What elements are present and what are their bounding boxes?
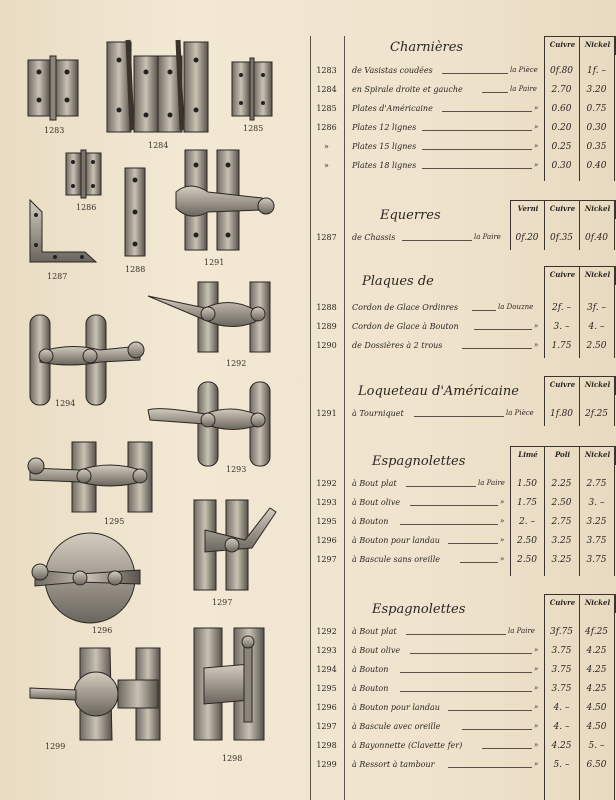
price-value: 2.50	[516, 555, 538, 565]
unit: »	[534, 646, 539, 654]
price-row	[310, 119, 616, 138]
leader-line	[474, 329, 532, 330]
hinge-1283-drawing	[28, 56, 78, 120]
unit: »	[500, 517, 505, 525]
price-value: 3. –	[588, 498, 605, 508]
price-value: 1.50	[516, 479, 538, 489]
price-row	[310, 680, 616, 699]
figure-number: 1283	[44, 126, 65, 135]
item-description: en Spirale droite et gauche	[352, 85, 463, 94]
leader-line	[414, 416, 504, 417]
espagnolette-1292-drawing	[148, 282, 270, 352]
price-value: 3.25	[551, 536, 572, 546]
unit: »	[534, 760, 539, 768]
price-row	[310, 299, 616, 318]
unit: »	[534, 722, 539, 730]
price-value: 2f. –	[552, 303, 571, 313]
price-value: 4.25	[586, 665, 607, 675]
leader-line	[460, 562, 498, 563]
figure-number: 1286	[76, 203, 97, 212]
ref-number: 1295	[316, 517, 337, 526]
column-header: Nickel	[584, 450, 611, 459]
price-value: 0f.20	[515, 233, 539, 243]
ref-number: 1292	[316, 627, 337, 636]
item-description: Cordon de Glace à Bouton	[352, 322, 459, 331]
price-row	[310, 642, 616, 661]
price-row	[310, 551, 616, 570]
espagnolette-1296-drawing	[32, 533, 140, 623]
unit: la Paire	[508, 627, 535, 635]
unit: »	[534, 142, 539, 150]
column-header: Cuivre	[549, 270, 576, 279]
item-description: à Bout olive	[352, 498, 401, 507]
unit: »	[534, 665, 539, 673]
item-description: à Bouton	[352, 517, 389, 526]
espagnolette-1293-drawing	[148, 382, 270, 466]
leader-line	[442, 73, 508, 74]
unit: »	[500, 555, 505, 563]
price-row	[310, 100, 616, 119]
price-row	[310, 157, 616, 176]
figure-number: 1296	[92, 626, 113, 635]
unit: »	[534, 322, 539, 330]
item-description: Plates 18 lignes	[352, 161, 417, 170]
figure-number: 1285	[243, 124, 264, 133]
column-header: Poli	[554, 450, 571, 459]
leader-line	[462, 348, 532, 349]
figure-number: 1299	[45, 742, 66, 751]
item-description: à Bout plat	[352, 627, 397, 636]
ref-number: 1295	[316, 684, 337, 693]
price-row	[310, 138, 616, 157]
item-description: à Bayonnette (Clavette fer)	[352, 741, 463, 750]
column-header: Nickel	[584, 380, 611, 389]
item-description: de Vasistas coudées	[352, 66, 433, 75]
price-header	[510, 446, 616, 465]
ref-number: 1298	[316, 741, 337, 750]
section-charnieres	[310, 36, 616, 186]
price-header	[544, 376, 616, 395]
price-header	[510, 200, 616, 219]
price-value: 4f.25	[584, 627, 609, 637]
figure-number: 1294	[55, 399, 76, 408]
price-row	[310, 661, 616, 680]
leader-line	[448, 710, 532, 711]
leader-line	[482, 92, 508, 93]
unit: »	[534, 123, 539, 131]
price-value: 3.75	[586, 536, 607, 546]
leader-line	[442, 111, 532, 112]
price-header	[544, 36, 616, 55]
price-value: 0f.40	[584, 233, 609, 243]
unit: la Paire	[510, 85, 537, 93]
price-row	[310, 699, 616, 718]
price-value: 1f.80	[549, 409, 574, 419]
price-value: 0.35	[586, 142, 607, 152]
illustrations-column	[0, 0, 300, 800]
price-value: 0f.35	[549, 233, 574, 243]
price-value: 1.75	[516, 498, 538, 508]
price-header	[544, 594, 616, 613]
column-header: Cuivre	[549, 380, 576, 389]
leader-line	[400, 672, 532, 673]
leader-line	[482, 748, 532, 749]
price-value: 3.20	[586, 85, 607, 95]
price-value: 0.60	[551, 104, 572, 114]
ref-number: 1296	[316, 703, 337, 712]
item-description: à Bouton pour landau	[352, 703, 440, 712]
ref-number: 1297	[316, 555, 337, 564]
leader-line	[448, 767, 532, 768]
price-row	[310, 475, 616, 494]
price-value: 2.75	[551, 517, 572, 527]
column-header: Cuivre	[549, 204, 576, 213]
price-value: 0.25	[551, 142, 572, 152]
price-value: 0f.80	[549, 66, 574, 76]
item-description: à Bout plat	[352, 479, 397, 488]
leader-line	[406, 486, 476, 487]
ref-number: 1283	[316, 66, 337, 75]
item-description: de Chassis	[352, 233, 396, 242]
hardware-illustrations	[0, 0, 300, 800]
price-value: 0.40	[586, 161, 607, 171]
price-value: 4.25	[551, 741, 572, 751]
espagnolette-1298-drawing	[194, 628, 264, 740]
price-value: 4.25	[586, 684, 607, 694]
figure-number: 1295	[104, 517, 125, 526]
price-row	[310, 532, 616, 551]
leader-line	[400, 691, 532, 692]
section-loqueteau	[310, 376, 616, 431]
price-value: 1f. –	[587, 66, 606, 76]
item-description: à Bout olive	[352, 646, 401, 655]
section-equerres	[310, 200, 616, 255]
hinge-1285-drawing	[232, 58, 272, 120]
column-header: Nickel	[584, 40, 611, 49]
price-header	[544, 266, 616, 285]
unit: la Paire	[478, 479, 505, 487]
price-value: 2.50	[551, 498, 572, 508]
price-value: 0.30	[551, 161, 572, 171]
unit: »	[534, 684, 539, 692]
unit: la Douzne	[498, 303, 534, 311]
ref-number: 1290	[316, 341, 337, 350]
price-value: 6.50	[586, 760, 607, 770]
column-header: Nickel	[584, 598, 611, 607]
ref-number: 1286	[316, 123, 337, 132]
section-espagnolettes-2	[310, 594, 616, 800]
price-value: 3f. –	[587, 303, 606, 313]
figure-number: 1293	[226, 465, 247, 474]
price-value: 3.75	[551, 646, 572, 656]
price-value: 3.75	[586, 555, 607, 565]
leader-line	[422, 149, 532, 150]
ref-number: 1291	[316, 409, 337, 418]
ref-number: 1299	[316, 760, 337, 769]
price-value: 4.25	[586, 646, 607, 656]
item-description: à Bouton pour landau	[352, 536, 440, 545]
section-title: Charnières	[390, 40, 464, 55]
item-description: à Bascule sans oreille	[352, 555, 440, 564]
price-row	[310, 318, 616, 337]
price-value: 0.30	[586, 123, 607, 133]
unit: »	[534, 741, 539, 749]
section-title: Loqueteau d'Américaine	[358, 384, 519, 399]
price-value: 2.50	[516, 536, 538, 546]
price-value: 4.50	[586, 722, 607, 732]
section-plaques	[310, 266, 616, 361]
hinge-1286-drawing	[66, 150, 101, 198]
leader-line	[410, 653, 532, 654]
price-value: 3.25	[586, 517, 607, 527]
unit: »	[534, 341, 539, 349]
ref-number: 1287	[316, 233, 337, 242]
leader-line	[472, 310, 496, 311]
price-row	[310, 756, 616, 775]
price-value: 3f.75	[549, 627, 574, 637]
figure-number: 1284	[148, 141, 169, 150]
ref-number: »	[324, 142, 329, 151]
price-value: 1.75	[551, 341, 572, 351]
price-value: 3. –	[553, 322, 570, 332]
column-header: Nickel	[584, 270, 611, 279]
price-row	[310, 718, 616, 737]
leader-line	[462, 729, 532, 730]
figure-number: 1292	[226, 359, 247, 368]
price-value: 4.50	[586, 703, 607, 713]
price-value: 4. –	[553, 703, 570, 713]
espagnolette-1297-drawing	[194, 500, 276, 590]
unit: »	[534, 161, 539, 169]
column-header: Nickel	[584, 204, 611, 213]
plate-1288-drawing	[125, 168, 145, 256]
column-header: Verni	[517, 204, 539, 213]
figure-number: 1287	[47, 272, 68, 281]
column-header: Limé	[518, 450, 538, 459]
price-value: 2.75	[586, 479, 607, 489]
figure-number: 1298	[222, 754, 243, 763]
price-value: 3.75	[551, 665, 572, 675]
item-description: à Tourniquet	[352, 409, 404, 418]
price-row	[310, 494, 616, 513]
column-header: Cuivre	[549, 40, 576, 49]
leader-line	[406, 634, 506, 635]
price-value: 3.25	[551, 555, 572, 565]
item-description: de Dossières à 2 trous	[352, 341, 443, 350]
price-value: 2. –	[519, 517, 535, 527]
section-title: Espagnolettes	[372, 602, 466, 617]
leader-line	[422, 168, 532, 169]
price-value: 0.20	[551, 123, 572, 133]
ref-number: 1288	[316, 303, 337, 312]
espagnolette-1295-drawing	[28, 442, 152, 512]
figure-number: 1297	[212, 598, 233, 607]
unit: »	[500, 498, 505, 506]
unit: la Pièce	[506, 409, 534, 417]
price-value: 5. –	[553, 760, 570, 770]
ref-number: 1297	[316, 722, 337, 731]
latch-1291-drawing	[176, 150, 274, 250]
figure-number: 1291	[204, 258, 225, 267]
price-row	[310, 229, 616, 248]
unit: la Pièce	[510, 66, 538, 74]
section-title: Plaques de	[362, 274, 434, 289]
espagnolette-1294-drawing	[30, 315, 144, 405]
leader-line	[410, 505, 498, 506]
hinge-1284-drawing	[107, 40, 208, 132]
price-row	[310, 405, 616, 424]
price-row	[310, 62, 616, 81]
column-header: Cuivre	[549, 598, 576, 607]
price-value: 4. –	[588, 322, 605, 332]
ref-number: 1294	[316, 665, 337, 674]
leader-line	[448, 543, 498, 544]
leader-line	[400, 524, 498, 525]
price-value: 2.25	[551, 479, 572, 489]
price-row	[310, 81, 616, 100]
espagnolette-1299-drawing	[30, 648, 160, 740]
price-row	[310, 337, 616, 356]
item-description: Plates 12 lignes	[352, 123, 417, 132]
price-value: 4. –	[553, 722, 570, 732]
unit: »	[500, 536, 505, 544]
price-value: 2.50	[586, 341, 607, 351]
price-value: 3.75	[551, 684, 572, 694]
item-description: à Ressort à tambour	[352, 760, 435, 769]
item-description: à Bascule avec oreille	[352, 722, 441, 731]
item-description: Cordon de Glace Ordinres	[352, 303, 459, 312]
leader-line	[422, 130, 532, 131]
item-description: à Bouton	[352, 665, 389, 674]
ref-number: 1289	[316, 322, 337, 331]
price-row	[310, 513, 616, 532]
ref-number: 1284	[316, 85, 337, 94]
section-title: Espagnolettes	[372, 454, 466, 469]
price-value: 2.70	[551, 85, 572, 95]
unit: »	[534, 104, 539, 112]
price-value: 2f.25	[584, 409, 609, 419]
ref-number: 1293	[316, 498, 337, 507]
ref-number: 1285	[316, 104, 337, 113]
price-value: 5. –	[588, 741, 605, 751]
price-row	[310, 623, 616, 642]
section-espagnolettes-1	[310, 446, 616, 581]
price-value: 0.75	[586, 104, 607, 114]
price-row	[310, 737, 616, 756]
item-description: Plates d'Américaine	[352, 104, 433, 113]
ref-number: 1292	[316, 479, 337, 488]
ref-number: 1293	[316, 646, 337, 655]
unit: la Paire	[474, 233, 501, 241]
ref-number: 1296	[316, 536, 337, 545]
ref-number: »	[324, 161, 329, 170]
section-title: Equerres	[380, 208, 441, 223]
item-description: Plates 15 lignes	[352, 142, 417, 151]
figure-number: 1288	[125, 265, 146, 274]
leader-line	[402, 240, 472, 241]
unit: »	[534, 703, 539, 711]
item-description: à Bouton	[352, 684, 389, 693]
